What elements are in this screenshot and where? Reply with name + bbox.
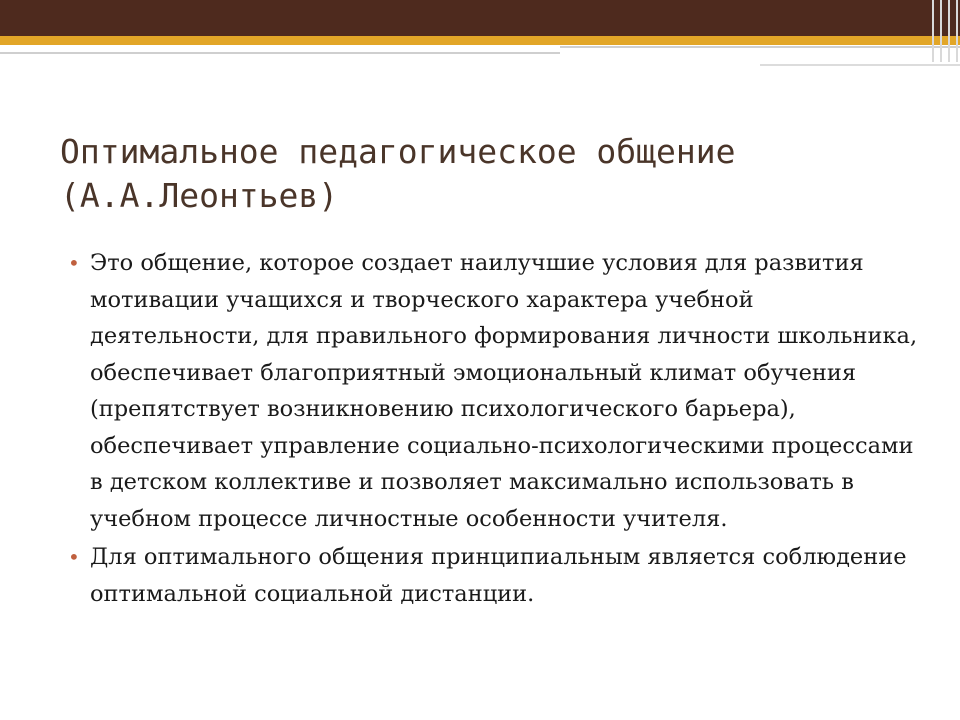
bullet-icon: • (68, 251, 80, 275)
bullet-list (62, 245, 922, 614)
bullet-text: Это общение, которое создает наилучшие условия для развития мотивации учащихся и творческого характера учебной деятельности, для правильного формирования личности школьника, обеспечивает благоприятный эмоциональный климат обучения (препятствует возникновению психологического барьера), обеспечивает управление социально-психологическими процессами в детском коллективе и позволяет максимально использовать в учебном процессе личностные особенности учителя. (90, 250, 918, 532)
list-item (62, 245, 922, 537)
grey-divider-line (0, 52, 560, 54)
grey-divider-line (760, 64, 960, 66)
bullet-icon: • (68, 545, 80, 569)
top-header-band (0, 0, 960, 36)
slide-title (60, 130, 920, 218)
list-item (62, 539, 922, 612)
slide-title-line2: (А.А.Леонтьев) (60, 176, 339, 215)
corner-decoration (926, 0, 960, 62)
slide-title-line1: Оптимальное педагогическое общение (60, 132, 736, 171)
bullet-text: Для оптимального общения принципиальным является соблюдение оптимальной социальной дистанции. (90, 544, 907, 607)
grey-divider-line (560, 46, 960, 48)
gold-accent-line (0, 36, 960, 45)
